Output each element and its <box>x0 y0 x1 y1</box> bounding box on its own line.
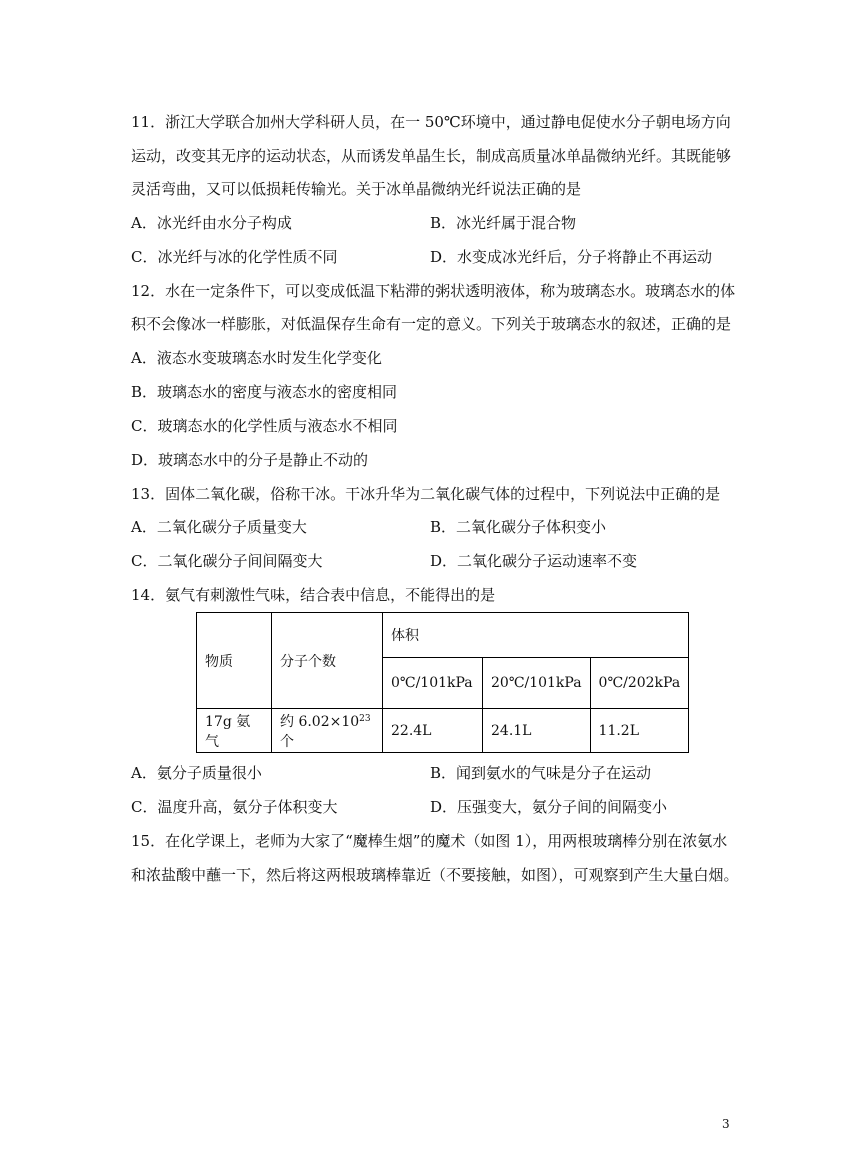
q12-option-d: D．玻璃态水中的分子是静止不动的 <box>131 451 369 469</box>
q14-option-b: B．闻到氨水的气味是分子在运动 <box>430 764 652 782</box>
q14-option-d: D．压强变大，氨分子间的间隔变小 <box>430 798 668 816</box>
q15-stem-line-1: 15．在化学课上，老师为大家了“魔棒生烟”的魔术（如图 1），用两根玻璃棒分别在浓氨水 <box>131 832 728 850</box>
q11-stem-line-1: 11．浙江大学联合加州大学科研人员，在一 50℃环境中，通过静电促使水分子朝电场方向 <box>131 113 731 131</box>
q11-option-b: B．冰光纤属于混合物 <box>430 214 577 232</box>
cell-molecule-count <box>272 709 383 753</box>
q14-option-c: C．温度升高，氨分子体积变大 <box>131 798 338 816</box>
header-condition-3: 0℃/202kPa <box>590 658 689 709</box>
header-condition-1: 0℃/101kPa <box>383 658 483 709</box>
q14-stem: 14．氨气有刺激性气味，结合表中信息，不能得出的是 <box>131 586 496 604</box>
q13-option-c: C．二氧化碳分子间间隔变大 <box>131 552 323 570</box>
q11-stem-line-2: 运动，改变其无序的运动状态，从而诱发单晶生长，制成高质量冰单晶微纳光纤。其既能够 <box>131 147 732 165</box>
q12-stem-line-2: 积不会像冰一样膨胀，对低温保存生命有一定的意义。下列关于玻璃态水的叙述，正确的是 <box>131 315 732 333</box>
q11-option-a: A．冰光纤由水分子构成 <box>131 214 292 232</box>
header-molecule-count: 分子个数 <box>272 613 383 709</box>
q15-stem-line-2: 和浓盐酸中蘸一下，然后将这两根玻璃棒靠近（不要接触，如图），可观察到产生大量白烟。 <box>131 866 739 884</box>
q13-stem: 13．固体二氧化碳，俗称干冰。干冰升华为二氧化碳气体的过程中，下列说法中正确的是 <box>131 485 721 503</box>
count-exponent: 23 <box>359 713 371 724</box>
q13-option-d: D．二氧化碳分子运动速率不变 <box>430 552 638 570</box>
cell-substance: 17g 氨气 <box>197 709 272 753</box>
q14-option-a: A．氨分子质量很小 <box>131 764 262 782</box>
q11-stem-line-3: 灵活弯曲，又可以低损耗传输光。关于冰单晶微纳光纤说法正确的是 <box>131 180 582 198</box>
q13-option-b: B．二氧化碳分子体积变小 <box>430 518 607 536</box>
header-condition-2: 20℃/101kPa <box>483 658 591 709</box>
ammonia-data-table <box>196 612 689 753</box>
cell-volume-2: 24.1L <box>483 709 591 753</box>
header-substance: 物质 <box>197 613 272 709</box>
q12-option-c: C．玻璃态水的化学性质与液态水不相同 <box>131 417 398 435</box>
count-mantissa: 约 6.02×10 <box>280 713 360 730</box>
cell-volume-1: 22.4L <box>383 709 483 753</box>
q11-option-d: D．水变成冰光纤后，分子将静止不再运动 <box>430 248 713 266</box>
q12-stem-line-1: 12．水在一定条件下，可以变成低温下粘滞的粥状透明液体，称为玻璃态水。玻璃态水的体 <box>131 282 736 300</box>
page-number: 3 <box>722 1117 730 1131</box>
header-volume: 体积 <box>383 613 689 658</box>
q13-option-a: A．二氧化碳分子质量变大 <box>131 518 307 536</box>
q12-option-a: A．液态水变玻璃态水时发生化学变化 <box>131 349 382 367</box>
count-unit: 个 <box>280 733 294 750</box>
q11-option-c: C．冰光纤与冰的化学性质不同 <box>131 248 338 266</box>
q12-option-b: B．玻璃态水的密度与液态水的密度相同 <box>131 383 398 401</box>
cell-volume-3: 11.2L <box>590 709 689 753</box>
